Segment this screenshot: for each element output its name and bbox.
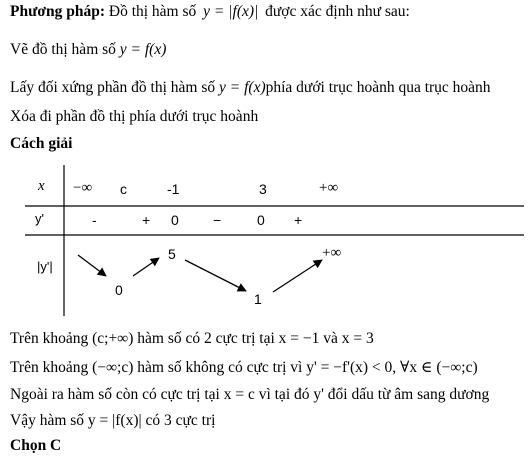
y-prime-sign: 0 (257, 212, 265, 228)
answer: Chọn C (10, 437, 62, 454)
step2-text-b: phía dưới trục hoành qua trục hoành (265, 79, 491, 96)
solution-line: Vậy hàm số y = |f(x)| có 3 cực trị (10, 412, 216, 429)
x-label: x (38, 178, 45, 194)
y-prime-label: y' (35, 211, 44, 226)
step1-text: Vẽ đồ thị hàm số (10, 41, 116, 58)
x-value: c (120, 181, 127, 197)
y-prime-sign: + (294, 212, 303, 228)
abs-y-value: +∞ (322, 245, 342, 261)
abs-y-value: 0 (115, 282, 123, 298)
y-prime-sign: + (142, 212, 151, 228)
step1-formula: y = f(x) (119, 41, 167, 58)
solution-line: Trên khoảng (−∞;c) hàm số không có cực trị vì y' = −f'(x) < 0, ∀x ∈ (−∞;c) (10, 359, 478, 376)
arrow-up-1 (133, 258, 159, 276)
solution-title: Cách giải (10, 135, 73, 152)
step2-text-a: Lấy đối xứng phần đồ thị hàm số (10, 79, 216, 96)
method-label: Phương pháp: (10, 3, 105, 20)
method-text-b: được xác định như sau: (265, 3, 410, 20)
solution-line: Ngoài ra hàm số còn có cực trị tại x = c vì tại đó y' đổi dấu từ âm sang dương (10, 386, 490, 403)
arrow-down-2 (185, 260, 246, 291)
method-formula: y = |f(x)| (203, 3, 259, 20)
arrow-up-2 (273, 260, 322, 292)
x-value: 3 (259, 181, 267, 197)
abs-y-label: |y'| (37, 259, 53, 274)
abs-y-value: 1 (254, 291, 262, 307)
solution-line: Trên khoảng (c;+∞) hàm số có 2 cực trị tại x = −1 và x = 3 (10, 330, 374, 347)
x-value: -1 (167, 181, 180, 197)
y-prime-sign: 0 (171, 212, 179, 228)
x-value: −∞ (73, 180, 93, 196)
step2-formula: y = f(x) (219, 79, 266, 96)
abs-y-value: 5 (168, 246, 176, 262)
step3-text: Xóa đi phần đồ thị phía dưới trục hoành (10, 108, 259, 125)
method-text-a: Đồ thị hàm số (108, 3, 197, 20)
y-prime-sign: - (92, 212, 97, 228)
x-value: +∞ (319, 180, 339, 196)
y-prime-sign: − (213, 212, 222, 228)
arrow-down-1 (78, 255, 106, 276)
